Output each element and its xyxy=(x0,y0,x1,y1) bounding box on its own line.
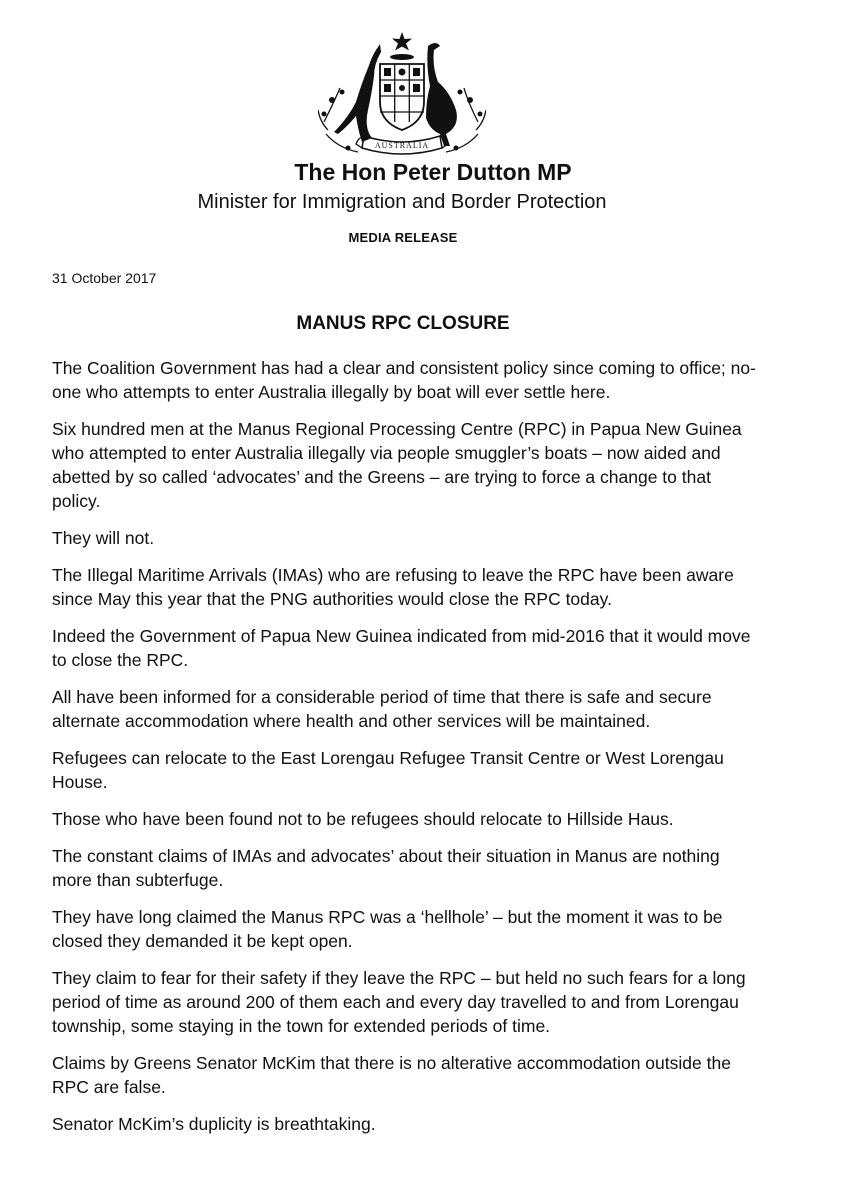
body-paragraph: The constant claims of IMAs and advocates’ about their situation in Manus are nothing more than subterfuge. xyxy=(52,846,720,890)
body-paragraph: All have been informed for a considerable period of time that there is safe and secure alternate accommodation where health and other services will be maintained. xyxy=(52,687,712,731)
release-date: 31 October 2017 xyxy=(52,270,157,286)
minister-title: Minister for Immigration and Border Protection xyxy=(197,191,607,213)
body-paragraph: Indeed the Government of Papua New Guinea indicated from mid-2016 that it would move to close the RPC. xyxy=(52,626,751,670)
body-paragraph: The Coalition Government has had a clear and consistent policy since coming to office; no-one who attempts to enter Australia illegally by boat will ever settle here. xyxy=(52,358,756,402)
body-paragraph: Six hundred men at the Manus Regional Processing Centre (RPC) in Papua New Guinea who attempted to enter Australia illegally via people smuggler’s boats – now aided and abetted by so called ‘advocates’ and the Greens – are trying to force a change to that policy. xyxy=(52,419,742,511)
release-heading: MANUS RPC CLOSURE xyxy=(296,313,510,334)
body-paragraph: Senator McKim’s duplicity is breathtaking. xyxy=(52,1114,376,1134)
body-paragraph: Refugees can relocate to the East Lorengau Refugee Transit Centre or West Lorengau House. xyxy=(52,748,724,792)
body-paragraph: Those who have been found not to be refugees should relocate to Hillside Haus. xyxy=(52,809,674,829)
media-release-label: MEDIA RELEASE xyxy=(348,230,458,245)
body-paragraph: Claims by Greens Senator McKim that there is no alterative accommodation outside the RPC are false. xyxy=(52,1053,731,1097)
body-paragraph: They will not. xyxy=(52,528,155,548)
minister-name: The Hon Peter Dutton MP xyxy=(294,159,572,185)
body-paragraph: They have long claimed the Manus RPC was a ‘hellhole’ – but the moment it was to be closed they demanded it be kept open. xyxy=(52,907,723,951)
crest-scroll-text: AUSTRALIA xyxy=(374,141,430,150)
body-paragraph: The Illegal Maritime Arrivals (IMAs) who are refusing to leave the RPC have been aware since May this year that the PNG authorities would close the RPC today. xyxy=(52,565,734,609)
australian-coat-of-arms-icon xyxy=(318,30,486,168)
body-paragraph: They claim to fear for their safety if they leave the RPC – but held no such fears for a long period of time as around 200 of them each and every day travelled to and from Lorengau township, some staying in the town for extended periods of time. xyxy=(52,968,746,1036)
release-body xyxy=(52,356,757,1149)
